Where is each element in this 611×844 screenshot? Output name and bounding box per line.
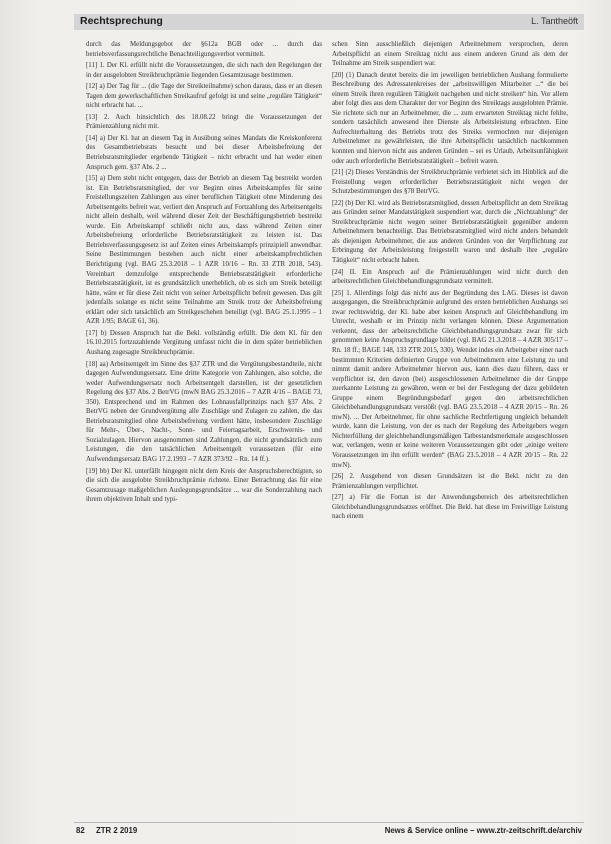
paragraph: schen Sinn ausschließlich diejenigen Arbeitnehmern versprochen, deren Arbeitspflicht an einem Streiktag nicht aus einem anderen Grund als dem der Teilnahme am Streik suspendiert war. — [332, 41, 568, 68]
footer-link[interactable]: News & Service online – www.ztr-zeitschrift.de/archiv — [384, 826, 582, 835]
paragraph: durch das Meldungsgebot der §612a BGB oder ... durch das betriebsverfassungsrechtliche Benachteiligungsverbot vermittelt. — [86, 41, 322, 58]
paragraph: [24] II. Ein Anspruch auf die Prämienzahlungen wird nicht durch den arbeitsrechtlichen Gleichbehandlungsgrundsatz vermittelt. — [332, 268, 568, 286]
paragraph: [13] 2. Auch hinsichtlich des 18.08.22 bringt die Voraussetzungen der Prämienzahlung nicht mit. — [86, 113, 322, 131]
paragraph: [12] a) Der Tag für ... (die Tage der Streikteilnahme) schon daraus, dass er an diesen Tagen dem gewerkschaftlichen Streikaufruf gefolgt ist und seine „reguläre Tätigkeit“ nicht erbracht hat. ... — [86, 83, 322, 110]
page-footer — [74, 822, 584, 837]
paragraph: [14] a) Der Kl. hat an diesem Tag in Ausübung seines Mandats die Kreiskonferenz des Gesamtbetriebsrats besucht und bei dieser Arbeitsbefreiung der Betriebsratsmitglieder ergebende Tätigkeit – nicht erbracht und hat weder einen Anspruch gem. §37 Abs. 2 ... — [86, 134, 322, 171]
paragraph: [25] 1. Allerdings folgt das nicht aus der Begründung des LAG. Dieses ist davon ausgegangen, die Streikbruchprämie aufgrund des ersten betrieblichen Aushangs sei zwar rechtswidrig, der Kl. habe aber keinen Anspruch auf Gleichbehandlung im Unrecht, weshalb er im Prinzip nicht verlangen können. Diese Argumentation verkennt, dass der arbeitsrechtliche Gleichbehandlungsgrundsatz zwar für sich genommen keine Anspruchsgrundlage bildet (vgl. BAG 21.3.2018 – 4 AZR 305/17 – Rn. 18 ff.; BAGE 148, 133 ZTR 2015, 330). Wendet indes ein Arbeitgeber einer nach bestimmten Kriterien definierten Gruppe von Arbeitnehmern eine Leistung zu und nimmt damit andere Arbeitnehmer hiervon aus, kann dies dazu führen, dass er verpflichtet ist, den davon (bei) ausgeschlossenen Arbeitnehmer die der Gruppe zuerkannte Leistung zu gewähren, wenn er bei der Festlegung der dazu gebildeten Gruppe einem Begründungsbedarf gegen den arbeitsrechtlichen Gleichbehandlungsgrundsatz verstößt (vgl. BAG 23.5.2018 – 4 AZR 20/15 – Rn. 26 mwN). ... Der Arbeitnehmer, für ohne sachliche Rechtfertigung ungleich behandelt wurde, kann die Leistung, von der es nach der Regelung des Arbeitgebers wegen Nichterfüllung der gleichbehandlungsmäßigen Tatbestandsmerkmale ausgeschlossen war, verlangen, wenn er keine weiteren Voraussetzungen gibt oder „einige weitere Voraussetzungen im ihn erfüllt werden“ (BAG 23.5.2018 – 4 AZR 20/15 – Rn. 22 mwN). — [332, 289, 568, 469]
author-name: L. Tantheöft — [531, 16, 578, 26]
paragraph: [21] (2) Dieses Verständnis der Streikbruchprämie verbietet sich im Hinblick auf die Freistellung wegen erforderlicher Betriebsratstätigkeit nicht wegen der Schutzbestimmungen des §78 BetrVG. — [332, 169, 568, 196]
paragraph: [18] aa) Arbeitsentgelt im Sinne des §37 ZTR und die Vergütungsbestandteile, nicht dagegen Aufwendungsersatz. Eine dritte Kategorie von Zahlungen, also solche, die weder Aufwendungsersatz noch Arbeitsentgelt darstellen, ist der gesetzlichen Regelung des §37 Abs. 2 BetrVG (mwN BAG 25.3.2016 – 7 AZR 4/16 – BAGE 73, 350). Entsprechend und im Rahmen des Lohnausfallprinzips nach §37 Abs. 2 BetrVG neben der Grundvergütung alle Zuschläge und Zulagen zu zahlen, die das Betriebsratsmitglied ohne Arbeitsbefreiung verdient hätte, insbesondere Zuschläge für Mehr-, Über-, Nacht-, Sonn- und Feiertagsarbeit, Erschwernis- und Sozialzulagen. Hiervon ausgenommen sind Zahlungen, die nicht grundsätzlich zum Leistungen, die den tatsächlichen Arbeitsentgelt voraussetzen (für eine Aufwendungsersatz BAG 17.2.1993 – 7 AZR 373/92 – Rn. 14 ff.). — [86, 360, 322, 463]
paragraph: [11] 1. Der Kl. erfüllt nicht die Voraussetzungen, die sich nach den Regelungen der in der ausgelobten Streikbruchprämie liegenden Gesamtzusage bestimmen. — [86, 62, 322, 79]
paragraph: [20] (1) Danach deutet bereits die im jeweiligen betrieblichen Aushang formulierte Beschreibung des Adressatenkreises der „arbeitswilligen Mitarbeiter ...“ die bei einem Streik ihren regulären Tätigkeit nachgehen und nicht streiken“ hin. Vor allem aber folgt dies aus dem Charakter der vor Beginn des Streiktags ausgelobten Prämie. Sie richtete sich nur an Arbeitnehmer, die ... zum erwarteten Streiktag nicht fehlte, sondern tatsächlich anwesend ihre Dienste als Arbeitsleistung erbrachten. Eine Aufrechterhaltung des Betriebs trotz des Streiks vermochten nur diejenigen Arbeitnehmer zu gewährleisten, die ihre Arbeitspflicht tatsächlich nachkommen konnten und hiervon nicht aus anderen Gründen – sei es Urlaub, Arbeitsunfähigkeit oder auch erforderliche Betriebsratstätigkeit – befreit waren. — [332, 71, 568, 165]
paragraph: [26] 2. Ausgehend von diesen Grundsätzen ist die Bekl. nicht zu den Prämienzahlungen verpflichtet. — [332, 473, 568, 490]
left-column — [86, 40, 322, 815]
section-title: Rechtsprechung — [80, 15, 163, 27]
paragraph: [22] (b) Der Kl. wird als Betriebsratsmitglied, dessen Arbeitspflicht an dem Streiktag aus Gründen seiner Mandatstätigkeit suspendiert war, durch die „Nichtzahlung“ der Streikbruchprämie nicht wegen seiner Betriebsratstätigkeit gegenüber anderen Arbeitnehmern benachteiligt. Das Betriebsratsmitglied wird nicht anders behandelt als diejenigen Arbeitnehmer, die aus anderen Gründen von der Verpflichtung zur Erbringung der Arbeitsleistung freigestellt waren und deshalb ihre „reguläre Tätigkeit“ nicht erbracht haben. — [332, 199, 568, 265]
paragraph: [15] a) Dem steht nicht entgegen, dass der Betrieb an diesem Tag bestreikt worden ist. Ein Betriebsratsmitglied, der vor Beginn eines Arbeitskampfes für seine Freistellungszeiten Zahlungen aus einer beruflichen Tätigkeit ohne Minderung des Arbeitsentgelts befreit war, verliert den Anspruch auf Fortzahlung des Arbeitsentgelts nicht allein deshalb, weil während dieser Zeit der Beschäftigungsbetrieb bestreikt wurde. Ein Arbeitskampf schließt nicht aus, dass während Zeiten einer Arbeitsbefreiung erforderliche Betriebsratstätigkeit zu leisten ist. Das Betriebsverfassungsgesetz ist auf Zeiten eines Arbeitskampfs prinzipiell anwendbar. Seine Bestimmungen bestehen auch nicht einer arbeitskampfrechtlichen Berichtigung (vgl. BAG 25.3.2018 – 1 AZR 10/16 – Rn. 33 ZTR 2018, 543). Vereinbart demzufolge entsprechende Betriebsratstätigkeit erforderliche Betriebsratstätigkeit, ist es grundsätzlich unerheblich, ob es sich um Streik beteiligt hätte, wäre er für diese Zeit nicht von seiner Arbeitspflicht befreit gewesen. Das gilt jedenfalls solange es nicht seine Teilnahme am Streik trotz der Arbeitsbefreiung erklärt oder sich tatsächlich am Streikgeschehen beteiligt (vgl. BAG 25.1.1995 – 1 AZR 1/95; BAGE 61, 36). — [86, 175, 322, 326]
right-column — [332, 40, 568, 815]
paragraph: [19] bb) Der Kl. unterfällt hingegen nicht dem Kreis der Anspruchsberechtigten, so die sich die ausgelobte Streikbruchprämie richtete. Einer Betrachtung das für eine Gesamtzusage maßgeblichen Auslegungsgrundsätze ... war die Sonderzahlung nach ihrem objektiven Inhalt und typi- — [86, 467, 322, 504]
journal-issue: ZTR 2 2019 — [96, 826, 138, 835]
paragraph: [27] a) Für die Fortan ist der Anwendungsbereich des arbeitsrechtlichen Gleichbehandlungsgrundsatzes eröffnet. Die Bekl. hat diese im Freiwillige Leistung nach einem — [332, 494, 568, 521]
page-header — [74, 14, 584, 30]
page-number: 82 — [76, 826, 85, 835]
paragraph: [17] b) Dessen Anspruch hat die Bekl. vollständig erfüllt. Die dem Kl. für den 16.10.2015 fortzuzahlende Vergütung umfasst nicht die in dem später betrieblichen Aushang zugesagte Streikbruchprämie. — [86, 329, 322, 356]
